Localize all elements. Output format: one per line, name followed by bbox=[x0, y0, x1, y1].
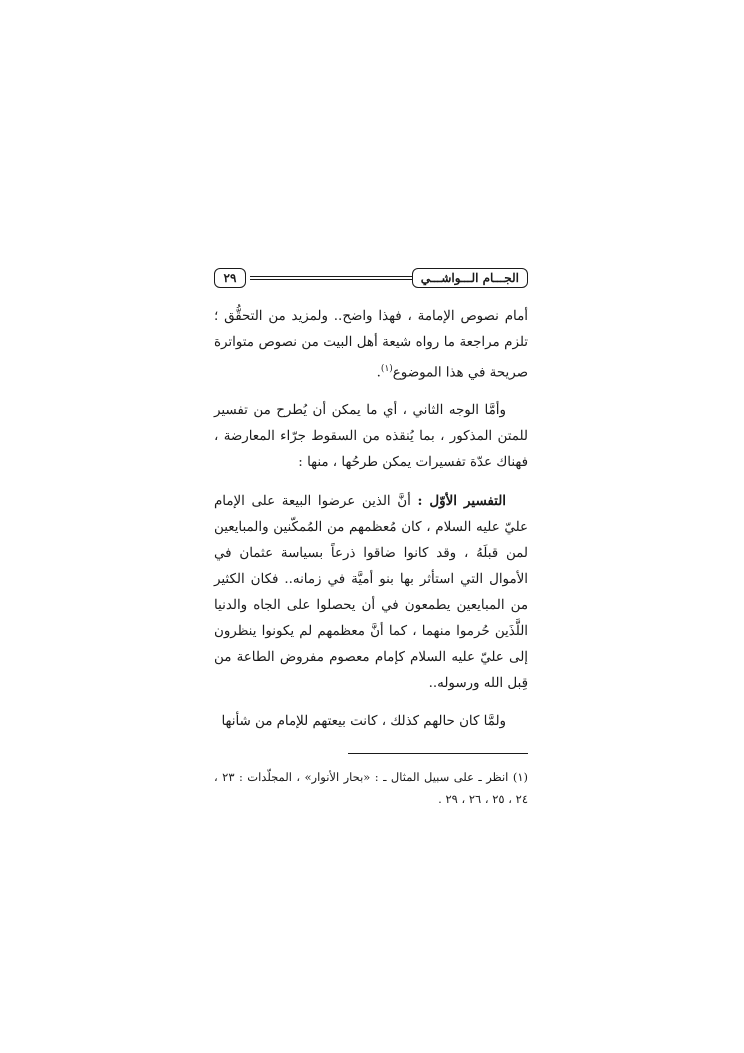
paragraph-tail: . bbox=[376, 365, 381, 381]
paragraph-4 bbox=[214, 709, 528, 735]
paragraph-2 bbox=[214, 398, 528, 476]
header-rule bbox=[250, 276, 424, 277]
footnote-reference[interactable]: (١) bbox=[380, 364, 393, 374]
paragraph-1 bbox=[214, 304, 528, 386]
running-title: الجـــام الـــواشـــي bbox=[412, 268, 528, 288]
paragraph-text: ولمَّا كان حالهم كذلك ، كانت بيعتهم للإمام من شأنها bbox=[221, 714, 506, 730]
header-rule-inner bbox=[250, 279, 424, 280]
paragraph-text: أنَّ الذين عرضوا البيعة على الإمام عليّ عليه السلام ، كان مُعظمهم من المُمكّنين والمبايعين لمن قبلَهُ ، وقد كانوا ضاقوا ذرعاً بسياسة عثمان في الأموال التي استأثر بها بنو أميَّة في زمانه.. فكان الكثير من المبايعين يطمعون في أن يحصلوا على الجاه والدنيا اللَّذَين حُرموا منهما ، كما أنَّ معظمهم لم يكونوا ينظرون إلى عليّ عليه السلام كإمام معصوم مفروض الطاعة من قِبل الله ورسوله.. bbox=[214, 494, 528, 692]
paragraph-3 bbox=[214, 488, 528, 697]
section-lead: التفسير الأوّل : bbox=[417, 493, 507, 510]
footnote-separator bbox=[348, 753, 528, 754]
page-header bbox=[214, 268, 528, 290]
paragraph-text: أمام نصوص الإمامة ، فهذا واضح.. ولمزيد من التحقُّق ؛ تلزم مراجعة ما رواه شيعة أهل البيت من نصوص متواترة صريحة في هذا الموضوع bbox=[214, 309, 528, 381]
page-number: ٢٩ bbox=[214, 268, 246, 288]
book-page bbox=[214, 268, 528, 810]
paragraph-text: وأمَّا الوجه الثاني ، أي ما يمكن أن يُطرح من تفسير للمتن المذكور ، بما يُنقذه من السقوط جرّاء المعارضة ، فهناك عدّة تفسيرات يمكن طرحُها ، منها : bbox=[214, 403, 528, 471]
footnote-1: (١) انظر ـ على سبيل المثال ـ : «بحار الأنوار» ، المجلّدات : ٢٣ ، ٢٤ ، ٢٥ ، ٢٦ ، ٢٩ . bbox=[214, 770, 528, 807]
